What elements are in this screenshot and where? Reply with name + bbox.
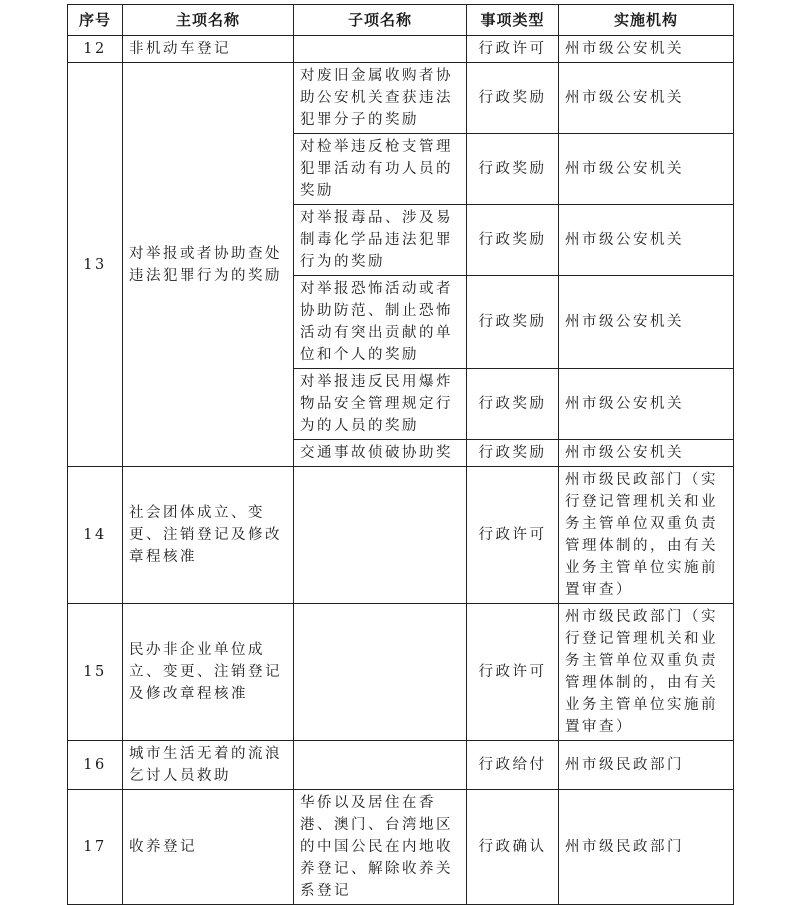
sub-item bbox=[294, 467, 467, 604]
item-type: 行政奖励 bbox=[467, 276, 559, 369]
catalog-table bbox=[67, 4, 734, 905]
row-number: 16 bbox=[68, 741, 123, 790]
agency: 州市级公安机关 bbox=[559, 276, 734, 369]
sub-item: 对举报恐怖活动或者协助防范、制止恐怖活动有突出贡献的单位和个人的奖励 bbox=[294, 276, 467, 369]
header-sub: 子项名称 bbox=[294, 5, 467, 36]
agency: 州市级公安机关 bbox=[559, 440, 734, 467]
main-item: 对举报或者协助查处违法犯罪行为的奖励 bbox=[123, 63, 294, 467]
sub-item bbox=[294, 36, 467, 63]
sub-item bbox=[294, 741, 467, 790]
item-type: 行政奖励 bbox=[467, 63, 559, 134]
table-row bbox=[68, 604, 734, 741]
item-type: 行政奖励 bbox=[467, 369, 559, 440]
agency: 州市级民政部门（实行登记管理机关和业务主管单位双重负责管理体制的，由有关业务主管单位实施前置审查） bbox=[559, 604, 734, 741]
row-number: 14 bbox=[68, 467, 123, 604]
row-number: 17 bbox=[68, 790, 123, 905]
agency: 州市级民政部门 bbox=[559, 741, 734, 790]
main-item: 城市生活无着的流浪乞讨人员救助 bbox=[123, 741, 294, 790]
main-item: 社会团体成立、变更、注销登记及修改章程核准 bbox=[123, 467, 294, 604]
agency: 州市级公安机关 bbox=[559, 369, 734, 440]
table-row bbox=[68, 467, 734, 604]
header-no: 序号 bbox=[68, 5, 123, 36]
sub-item: 对废旧金属收购者协助公安机关查获违法犯罪分子的奖励 bbox=[294, 63, 467, 134]
sub-item: 交通事故侦破协助奖 bbox=[294, 440, 467, 467]
row-number: 13 bbox=[68, 63, 123, 467]
main-item: 收养登记 bbox=[123, 790, 294, 905]
agency: 州市级民政部门（实行登记管理机关和业务主管单位双重负责管理体制的，由有关业务主管单位实施前置审查） bbox=[559, 467, 734, 604]
agency: 州市级公安机关 bbox=[559, 205, 734, 276]
sub-item: 华侨以及居住在香港、澳门、台湾地区的中国公民在内地收养登记、解除收养关系登记 bbox=[294, 790, 467, 905]
header-agency: 实施机构 bbox=[559, 5, 734, 36]
item-type: 行政许可 bbox=[467, 467, 559, 604]
item-type: 行政确认 bbox=[467, 790, 559, 905]
sub-item: 对检举违反枪支管理犯罪活动有功人员的奖励 bbox=[294, 134, 467, 205]
agency: 州市级公安机关 bbox=[559, 36, 734, 63]
main-item: 民办非企业单位成立、变更、注销登记及修改章程核准 bbox=[123, 604, 294, 741]
table-row bbox=[68, 36, 734, 63]
table-row bbox=[68, 63, 734, 134]
table-row bbox=[68, 790, 734, 905]
item-type: 行政许可 bbox=[467, 36, 559, 63]
item-type: 行政奖励 bbox=[467, 440, 559, 467]
sub-item bbox=[294, 604, 467, 741]
header-main: 主项名称 bbox=[123, 5, 294, 36]
item-type: 行政许可 bbox=[467, 604, 559, 741]
header-type: 事项类型 bbox=[467, 5, 559, 36]
item-type: 行政给付 bbox=[467, 741, 559, 790]
item-type: 行政奖励 bbox=[467, 205, 559, 276]
row-number: 12 bbox=[68, 36, 123, 63]
agency: 州市级民政部门 bbox=[559, 790, 734, 905]
sub-item: 对举报毒品、涉及易制毒化学品违法犯罪行为的奖励 bbox=[294, 205, 467, 276]
main-item: 非机动车登记 bbox=[123, 36, 294, 63]
row-number: 15 bbox=[68, 604, 123, 741]
sub-item: 对举报违反民用爆炸物品安全管理规定行为的人员的奖励 bbox=[294, 369, 467, 440]
table-row bbox=[68, 741, 734, 790]
agency: 州市级公安机关 bbox=[559, 63, 734, 134]
item-type: 行政奖励 bbox=[467, 134, 559, 205]
header-row bbox=[68, 5, 734, 36]
agency: 州市级公安机关 bbox=[559, 134, 734, 205]
